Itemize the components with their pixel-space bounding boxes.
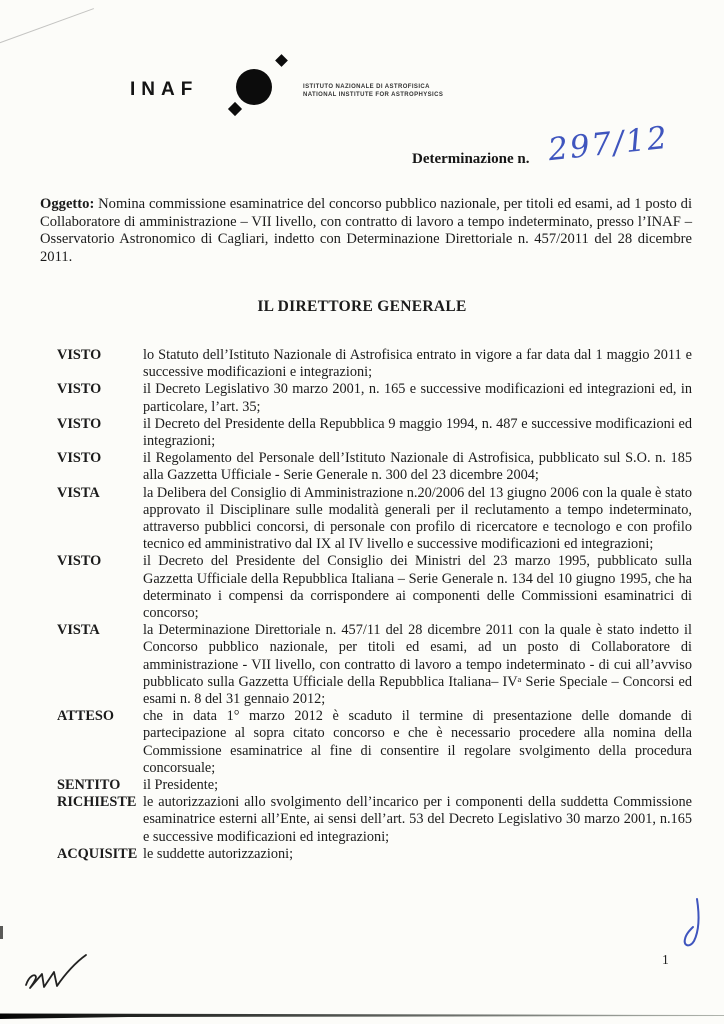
recital-label: VISTO: [57, 553, 102, 570]
recital-row: [57, 553, 692, 622]
scan-artifact-diagonal-line: [0, 8, 94, 45]
recital-label: VISTO: [57, 450, 102, 467]
recital-row: [57, 450, 692, 484]
subject-label: Oggetto:: [40, 196, 95, 212]
page-number: 1: [662, 952, 669, 967]
inaf-logo-diamond-bottom-icon: [228, 102, 242, 116]
subject-paragraph: [40, 196, 692, 266]
recital-text: il Decreto del Presidente della Repubblica 9 maggio 1994, n. 487 e successive modificazioni ed integrazioni;: [143, 415, 692, 450]
inaf-logo-diamond-top-icon: [275, 54, 288, 67]
recital-label: VISTO: [57, 347, 102, 363]
org-name-italian: ISTITUTO NAZIONALE DI ASTROFISICA: [303, 84, 430, 90]
recital-row: [57, 794, 692, 846]
recital-label: VISTO: [57, 415, 102, 432]
page-title: IL DIRETTORE GENERALE: [257, 298, 467, 315]
org-name: [303, 84, 443, 99]
recital-text: il Decreto del Presidente del Consiglio dei Ministri del 23 marzo 1995, pubblicato sulla Gazzetta Ufficiale della Repubblica Italiana – Serie Generale n. 134 del 10 giugno 1995, che ha determinato i compensi da corrispondere ai componenti delle Commissioni esaminatrici di concorso;: [143, 553, 692, 622]
recital-label: ACQUISITE: [57, 845, 138, 862]
inaf-logo-circle-icon: [236, 69, 272, 105]
recital-text: le suddette autorizzazioni;: [143, 845, 294, 862]
recital-text: le autorizzazioni allo svolgimento dell’incarico per i componenti della suddetta Commissione esaminatrice esterni all’Ente, ai sensi dell’art. 53 del Decreto Legislativo 30 marzo 2001, n.165 e successive modificazioni ed integrazioni;: [143, 794, 692, 845]
scan-artifact-edge-mark: [0, 926, 3, 939]
inaf-logo-text: INAF: [130, 79, 199, 100]
recital-row: [57, 416, 692, 450]
subject-text: Nomina commissione esaminatrice del concorso pubblico nazionale, per titoli ed esami, ad 1 posto di Collaboratore di amministrazione – VII livello, con contratto di lavoro a tempo indeterminato, presso l’INAF – Osservatorio Astronomico di Cagliari, indetto con Determinazione Direttoriale n. 457/2011 del 28 dicembre 2011.: [40, 196, 693, 265]
recital-text: il Regolamento del Personale dell’Istituto Nazionale di Astrofisica, pubblicato sul S.O. n. 185 alla Gazzetta Ufficiale - Serie Generale n. 300 del 23 dicembre 2004;: [143, 450, 692, 484]
recital-text: la Determinazione Direttoriale n. 457/11 del 28 dicembre 2011 con la quale è stato indetto il Concorso pubblico nazionale, per titoli ed esami, ad un posto di Collaboratore di amministrazione - VII livello, con contratto di lavoro a tempo indeterminato - di cui all’avviso pubblicato sulla Gazzetta Ufficiale della Repubblica Italiana– IVᵃ Serie Speciale – Concorsi ed esami n. 8 del 31 gennaio 2012;: [143, 622, 692, 708]
recital-label: RICHIESTE: [57, 794, 137, 811]
determination-label: Determinazione n.: [412, 151, 530, 167]
recital-text: il Presidente;: [143, 777, 219, 794]
determination-number-handwritten: 297/12: [546, 119, 671, 169]
recital-row: [57, 777, 692, 794]
recital-row: [57, 622, 692, 708]
recital-label: ATTESO: [57, 708, 114, 725]
recital-text: la Delibera del Consiglio di Amministrazione n.20/2006 del 13 giugno 2006 con la quale è stato approvato il Disciplinare sulle modalità generali per il reclutamento a tempo indeterminato, attraverso pubblici concorsi, di personale con profilo di ricercatore e tecnologo e con profilo tecnico ed amministrativo dal IX al IV livello e successive modificazioni ed integrazioni;: [143, 484, 692, 553]
recital-text: lo Statuto dell’Istituto Nazionale di Astrofisica entrato in vigore a far data dal 1 maggio 2011 e successive modificazioni e integrazioni;: [143, 347, 692, 381]
recital-row: [57, 485, 692, 554]
handwritten-blue-mark: [680, 896, 706, 954]
handwritten-initials: [22, 952, 100, 1004]
recital-label: VISTO: [57, 381, 102, 398]
recital-label: VISTA: [57, 622, 100, 639]
recital-label: SENTITO: [57, 777, 121, 794]
recitals-list: [57, 347, 692, 863]
recital-row: [57, 708, 692, 777]
scan-artifact-bottom-line: [0, 1010, 724, 1022]
recital-text: che in data 1° marzo 2012 è scaduto il termine di presentazione delle domande di partecipazione al sopra citato concorso e che è necessario procedere alla nomina della Commissione esaminatrice al fine di consentire il regolare svolgimento della procedura concorsuale;: [143, 708, 692, 776]
recital-text: il Decreto Legislativo 30 marzo 2001, n. 165 e successive modificazioni ed integrazioni ed, in particolare, l’art. 35;: [143, 381, 692, 415]
recital-label: VISTA: [57, 484, 100, 501]
recital-row: [57, 846, 692, 863]
recital-row: [57, 347, 692, 381]
recital-row: [57, 381, 692, 415]
org-name-english: NATIONAL INSTITUTE FOR ASTROPHYSICS: [303, 91, 444, 98]
